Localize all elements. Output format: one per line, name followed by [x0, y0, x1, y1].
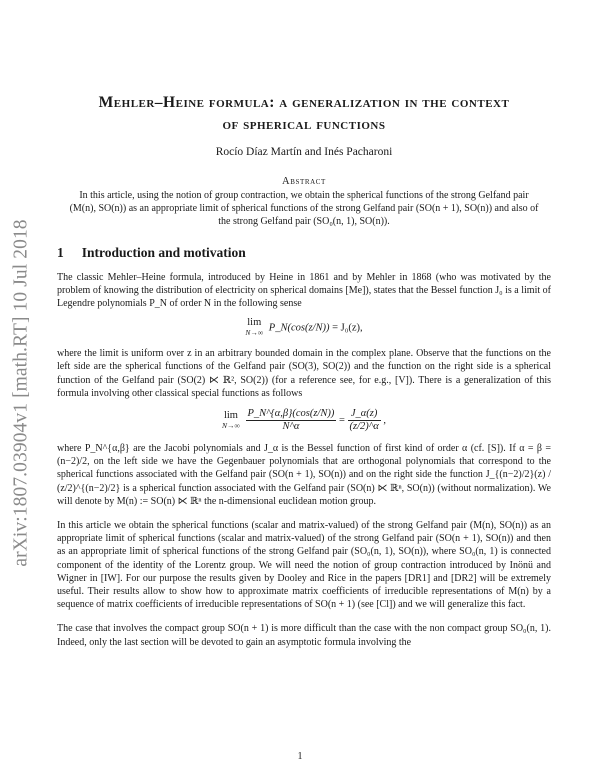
- eq2-right-numerator: J_α(z): [348, 408, 381, 421]
- abstract-text: In this article, using the notion of group contraction, we obtain the spherical functions of the strong Gelfand pair (M(n), SO(n)) as an appropriate limit of spherical functions of the strong Gelfand pair (SO(n + 1), SO(n)) and also of the strong Gelfand pair (SO₀(n, 1), SO(n)).: [69, 190, 539, 228]
- paragraph-3: where P_N^{α,β} are the Jacobi polynomials and J_α is the Bessel function of first kind of order α (cf. [S]). If α = β = (n−2)/2, on the left side we have the Gegenbauer polynomials that are orthogonal polynomials that correspond to the spherical functions associated with the Gelfand pair (SO(n + 1), SO(n)) and on the right side the function J_{(n−2)/2}(z) / (z/2)^{(n−2)/2} is a spherical function associated with the Gelfand pair (SO(n) ⋉ ℝⁿ, SO(n)) (without normalization). We will denote by M(n) := SO(n) ⋉ ℝⁿ the n-dimensional euclidean motion group.: [57, 443, 551, 507]
- paper-title: [57, 92, 551, 136]
- authors: Rocío Díaz Martín and Inés Pacharoni: [215, 146, 393, 158]
- eq1-lim-text: lim: [247, 317, 262, 329]
- paper-page: [57, 92, 551, 649]
- section-heading: [57, 245, 551, 261]
- eq2-left-fraction: [246, 408, 337, 433]
- eq1-limit: [245, 318, 263, 338]
- title-line-2: of spherical functions: [222, 116, 386, 133]
- paragraph-1: The classic Mehler–Heine formula, introduced by Heine in 1861 and by Mehler in 1868 (who was motivated by the problem of knowing the distribution of electricity on spherical domains [Me]), states that the Bessel function J₀ is a limit of Legendre polynomials P_N of order N in the following sense: [57, 271, 551, 310]
- eq2-tail: ,: [383, 414, 386, 426]
- page-number: 1: [297, 751, 303, 762]
- title-line-1: Mehler–Heine formula: a generalization in the context: [98, 94, 510, 111]
- arxiv-sidebar: [4, 205, 40, 581]
- eq1-rhs: = J₀(z),: [332, 322, 363, 334]
- equation-1: [57, 318, 551, 338]
- eq2-denominator: N^α: [282, 421, 300, 433]
- equation-2: [57, 408, 551, 433]
- eq1-lhs: P_N(cos(z/N)): [268, 322, 330, 334]
- eq2-equals: =: [338, 414, 345, 426]
- section-number: 1: [57, 244, 64, 260]
- eq2-limit: [222, 411, 240, 431]
- paragraph-5: The case that involves the compact group SO(n + 1) is more difficult than the case with the non compact group SO₀(n, 1). Indeed, only the last section will be devoted to gain an asymptotic formula involving the: [57, 623, 551, 648]
- eq2-lim-text: lim: [223, 409, 238, 421]
- eq2-right-fraction: [348, 408, 381, 433]
- arxiv-identifier: arXiv:1807.03904v1 [math.RT] 10 Jul 2018: [11, 219, 33, 567]
- paragraph-2: where the limit is uniform over z in an arbitrary bounded domain in the complex plane. Observe that the functions on the left side are the spherical functions of the Gelfand pair (SO(3), SO(2)) and the function on the right side is a spherical function of the Gelfand pair (SO(2) ⋉ ℝ², SO(2)) (for a reference see, for e.g., [V]). There is a generalization of this formula involving other classical special functions as follows: [57, 348, 551, 399]
- abstract-heading: Abstract: [282, 176, 326, 187]
- eq2-right-denominator: (z/2)^α: [349, 421, 379, 433]
- section-title: Introduction and motivation: [81, 244, 246, 260]
- eq2-lim-sub: N→∞: [222, 420, 240, 430]
- eq1-lim-sub: N→∞: [245, 328, 264, 338]
- eq2-numerator: P_N^{α,β}(cos(z/N)): [247, 408, 335, 420]
- paragraph-4: In this article we obtain the spherical functions (scalar and matrix-valued) of the strong Gelfand pair (M(n), SO(n)) as an appropriate limit of spherical functions (scalar and matrix-valued) of the strong Gelfand pair (SO(n + 1), SO(n)) and then as an appropriate limit of spherical functions of the strong Gelfand pair (SO₀(n, 1), SO(n)), where SO₀(n, 1) is connected component of the identity of the Lorentz group. We will need the notion of group contraction introduced by Inönü and Wigner in [IW]. For our purpose the results given by Dooley and Rice in the papers [DR1] and [DR2] will be extremely useful. Their results allow to show how to approximate matrix coefficients of irreducible representations of M(n) by a sequence of matrix coefficients of irreducible representations of SO(n + 1) (see [Cl]) and we will generalize this fact.: [57, 520, 551, 611]
